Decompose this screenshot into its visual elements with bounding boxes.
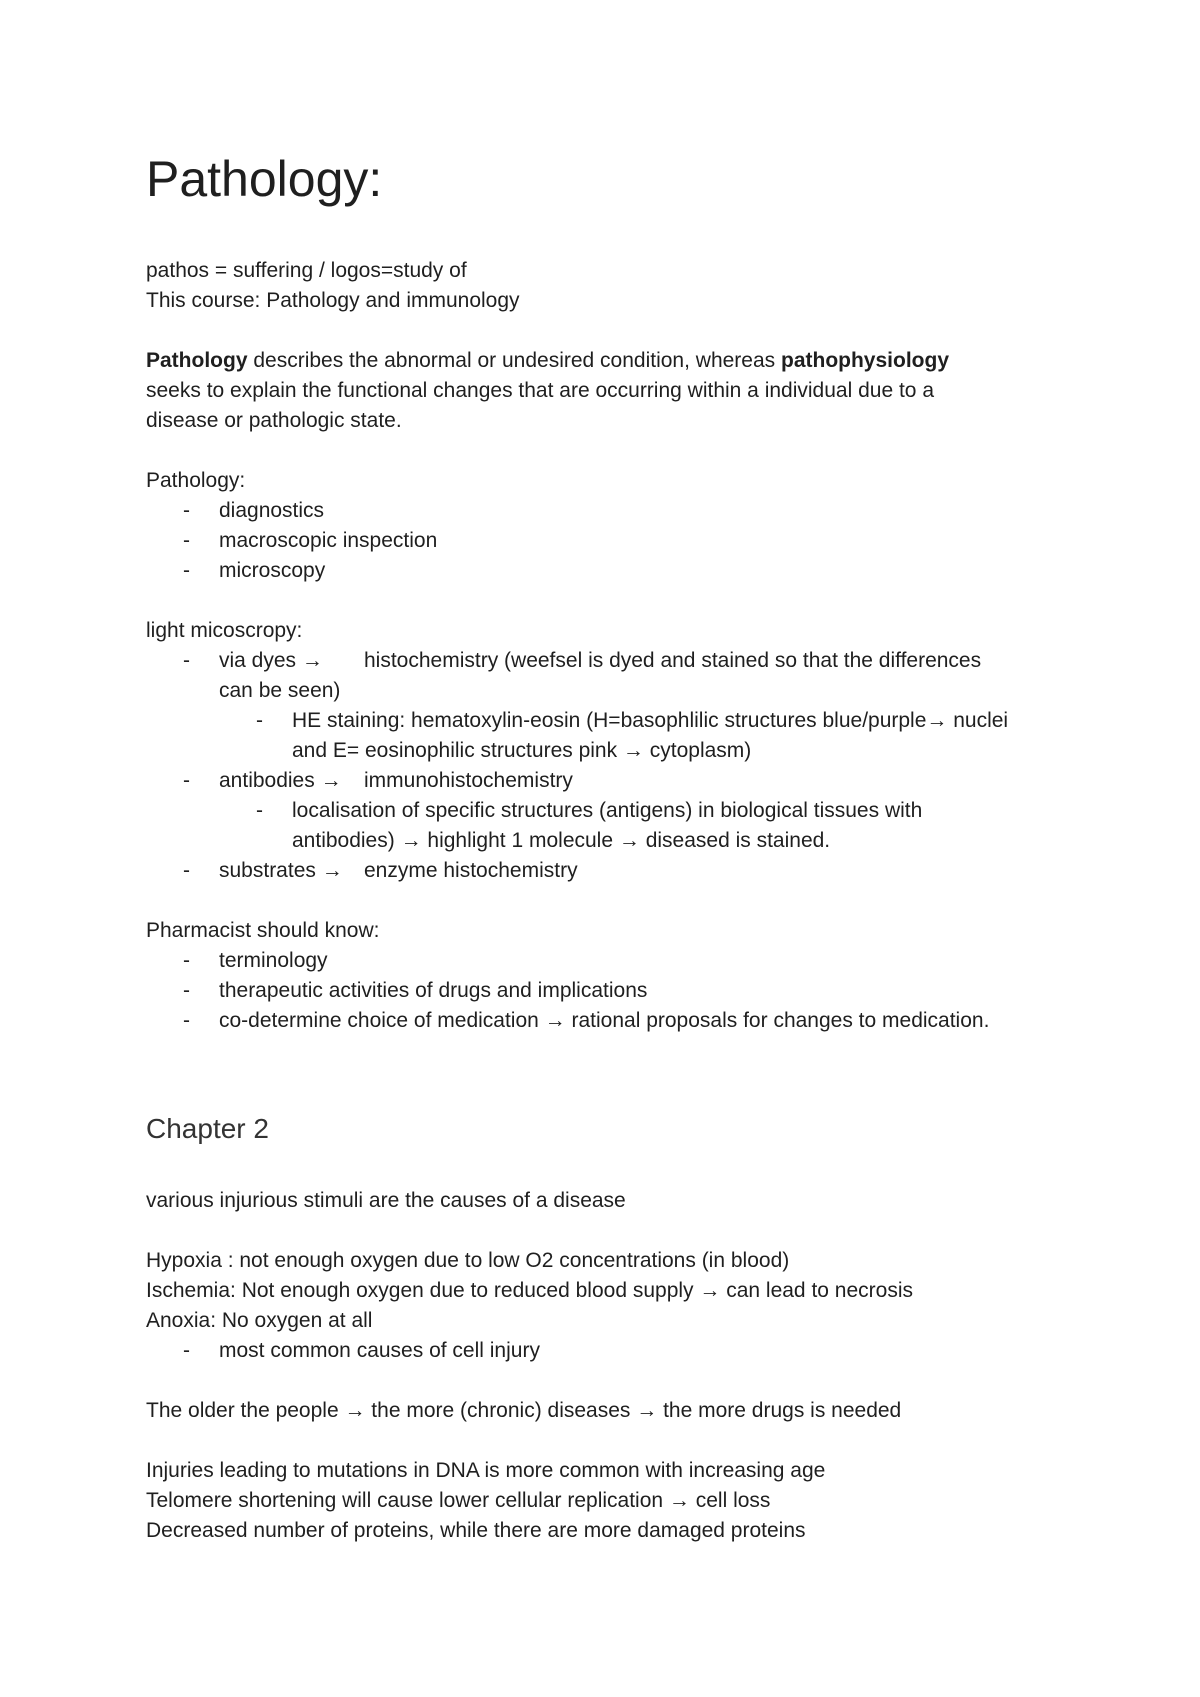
list-dash: - [256,709,263,732]
antibodies-label: antibodies → [219,769,342,792]
he-staining-line-1: HE staining: hematoxylin-eosin (H=basophlilic structures blue/purple→ nuclei [292,709,1009,732]
list-item: diagnostics [219,499,325,522]
via-dyes-label: via dyes → [219,649,323,672]
definition-line-1 [146,346,949,376]
list-item: terminology [219,949,328,972]
pharmacist-heading: Pharmacist should know: [146,919,380,942]
he-staining-line-2: and E= eosinophilic structures pink → cytoplasm) [292,739,752,762]
list-dash: - [256,799,263,822]
list-dash: - [183,949,190,972]
substrates-label: substrates → [219,859,343,882]
injuries-line: Injuries leading to mutations in DNA is more common with increasing age [146,1459,826,1482]
telomere-line: Telomere shortening will cause lower cellular replication → cell loss [146,1489,771,1512]
list-dash: - [183,649,190,672]
older-people-line: The older the people → the more (chronic) diseases → the more drugs is needed [146,1399,902,1422]
intro-line-course: This course: Pathology and immunology [146,289,520,312]
hypoxia-line: Hypoxia : not enough oxygen due to low O2 concentrations (in blood) [146,1249,790,1272]
list-dash: - [183,499,190,522]
page-title: Pathology: [146,151,383,207]
term-pathophysiology: pathophysiology [781,349,949,372]
pathology-list-heading: Pathology: [146,469,246,492]
anoxia-line: Anoxia: No oxygen at all [146,1309,373,1332]
intro-line-etymology: pathos = suffering / logos=study of [146,259,467,282]
list-item: macroscopic inspection [219,529,438,552]
list-dash: - [183,1339,190,1362]
list-dash: - [183,559,190,582]
via-dyes-text: histochemistry (weefsel is dyed and stained so that the differences [364,649,982,672]
list-dash: - [183,979,190,1002]
term-pathology: Pathology [146,349,248,372]
list-item: co-determine choice of medication → rational proposals for changes to medication. [219,1009,990,1032]
light-microscopy-heading: light micoscropy: [146,619,303,642]
list-dash: - [183,1009,190,1032]
definition-line-3: disease or pathologic state. [146,409,402,432]
list-dash: - [183,769,190,792]
stimuli-line: various injurious stimuli are the causes of a disease [146,1189,626,1212]
localisation-line-1: localisation of specific structures (antigens) in biological tissues with [292,799,923,822]
list-item: microscopy [219,559,326,582]
list-dash: - [183,529,190,552]
list-dash: - [183,859,190,882]
substrates-text: enzyme histochemistry [364,859,578,882]
list-item: therapeutic activities of drugs and implications [219,979,648,1002]
localisation-line-2: antibodies) → highlight 1 molecule → diseased is stained. [292,829,831,852]
ischemia-line: Ischemia: Not enough oxygen due to reduced blood supply → can lead to necrosis [146,1279,913,1302]
via-dyes-continued: can be seen) [219,679,341,702]
definition-text: describes the abnormal or undesired condition, whereas [247,349,781,372]
antibodies-text: immunohistochemistry [364,769,573,792]
list-item: most common causes of cell injury [219,1339,540,1362]
proteins-line: Decreased number of proteins, while there are more damaged proteins [146,1519,806,1542]
definition-line-2: seeks to explain the functional changes that are occurring within a individual due to a [146,379,934,402]
chapter-2-heading: Chapter 2 [146,1113,269,1144]
